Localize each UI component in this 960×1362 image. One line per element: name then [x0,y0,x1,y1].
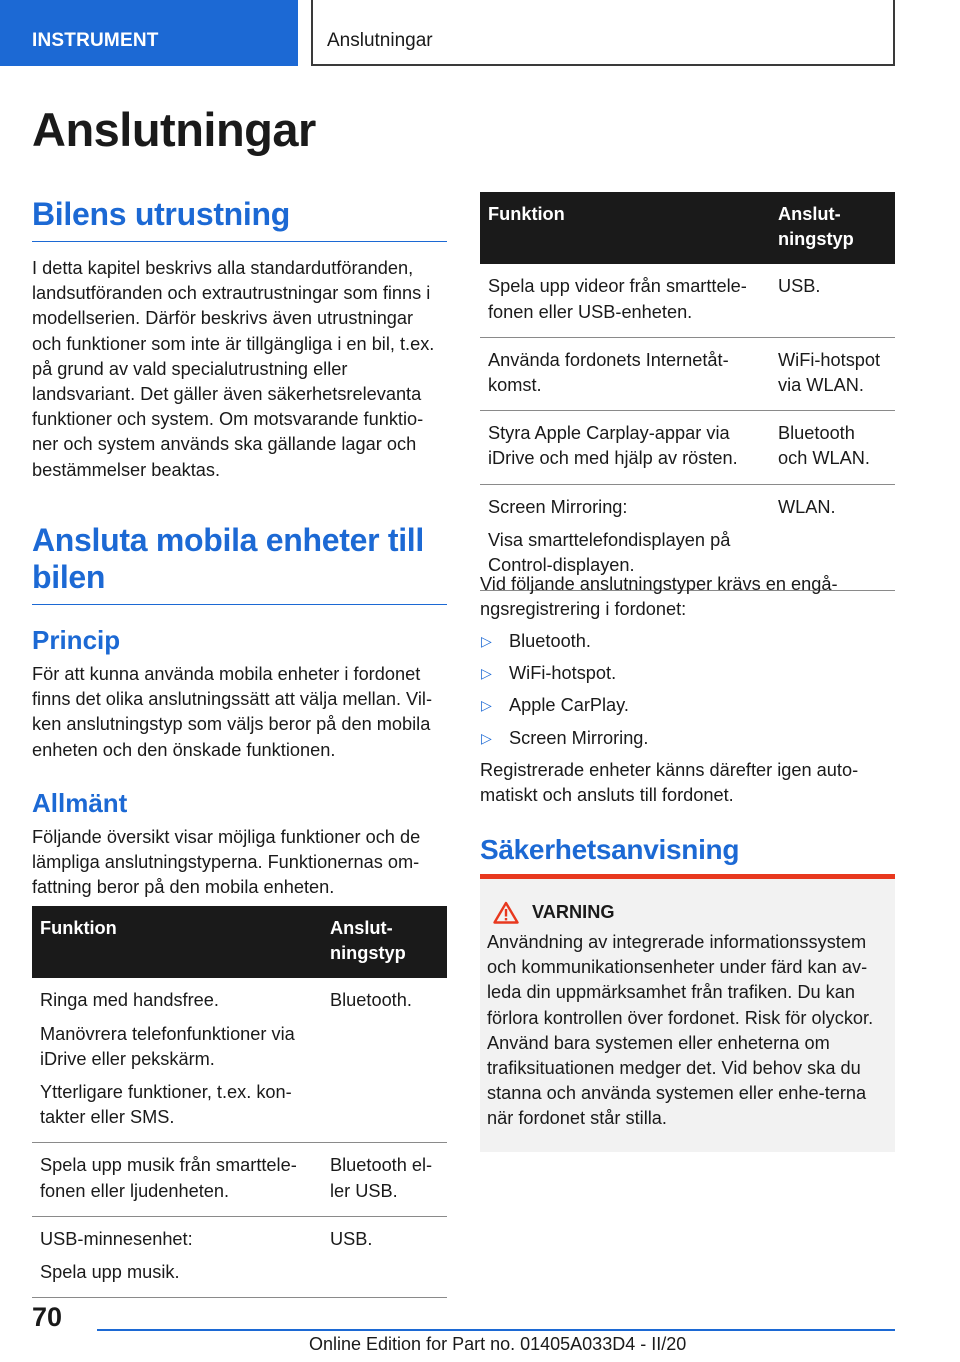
heading-principle: Princip [32,625,121,655]
list-item-text: Bluetooth. [509,631,591,651]
table-header-row [480,192,895,264]
function-text: Spela upp musik från smarttele-fonen eller ljudenheten. [40,1155,297,1201]
triangle-bullet-icon: ▷ [481,697,492,714]
page-header [0,0,960,66]
warning-triangle-icon [493,901,519,924]
warning-text: Användning av integrerade informationssystem och kommunikationsenheter under färd kan av-leda din uppmärksamhet från trafiken. Du kan förlora kontrollen över fordonet. Risk för olyckor. Använd bara systemen eller enheterna om trafiksituationen medger det. Vid behov ska du stanna och använda systemen eller enhe-terna när fordonet står stilla. [487,932,874,1129]
function-cell [32,1143,322,1216]
function-text: Använda fordonets Internetåt-komst. [488,349,729,396]
warning-title: VARNING [532,902,615,922]
connection-type-cell: USB. [770,264,895,337]
list-item [480,661,895,686]
heading-safety: Säkerhetsanvisning [480,834,740,865]
function-cell [32,1216,322,1297]
function-text: Ytterligare funktioner, t.ex. kon-takter eller SMS. [40,1082,292,1128]
paragraph-vehicle-equipment: I detta kapitel beskrivs alla standardutföranden, landsutföranden och extrautrustningar som finns i modellserien. Därför beskrivs även utrustningar och funktioner som inte är tillgängliga i en bil, t.ex. på grund av vald specialutrustning eller landsvariant. Det gäller även säkerhetsrelevanta funktioner och system. Om motsvarande funktio-ner och system används ska gällande lagar och bestämmelser beaktas. [32,258,435,480]
list-item-text: Screen Mirroring. [509,727,649,748]
paragraph-principle: För att kunna använda mobila enheter i fordonet finns det olika anslutningssätt att välja mellan. Vil-ken anslutningstyp som väljs beror på den mobila enheten och den önskade funktionen. [32,664,433,760]
function-text: Spela upp videor från smarttele-fonen eller USB-enheten. [488,276,747,322]
function-cell [480,411,770,484]
connection-type-list [480,629,895,758]
triangle-bullet-icon: ▷ [481,633,492,649]
function-cell [480,264,770,337]
column-header-connection-type: Anslut-ningstyp [770,192,895,264]
function-cell [480,337,770,410]
function-text: Visa smarttelefondisplayen på Control-displayen. [488,529,731,576]
section-tab[interactable]: INSTRUMENT [0,0,298,66]
connection-type-cell: Bluetooth el-ler USB. [322,1143,447,1216]
function-text: Screen Mirroring: [488,496,628,517]
triangle-bullet-icon: ▷ [481,665,492,682]
function-table-right [480,192,895,591]
paragraph-auto-connect: Registrerade enheter känns därefter igen auto-matiskt och ansluts till fordonet. [480,760,859,806]
function-cell [32,978,322,1143]
function-table-left [32,906,447,1298]
heading-connect-devices: Ansluta mobila enheter till bilen [32,522,447,605]
column-header-function: Funktion [32,906,322,978]
table-row [480,264,895,337]
function-text: Manövrera telefonfunktioner via iDrive eller pekskärm. [40,1023,295,1069]
connection-type-cell: Bluetooth. [322,978,447,1143]
page-title: Anslutningar [32,103,316,156]
triangle-bullet-icon: ▷ [481,729,492,746]
table-row [32,1143,447,1216]
connection-type-cell: WLAN. [770,484,895,591]
table-row [480,411,895,484]
list-item [480,726,895,751]
function-text: USB-minnesenhet: [40,1228,193,1249]
chapter-tab[interactable]: Anslutningar [311,0,895,66]
connection-type-cell: USB. [322,1216,447,1297]
table-row [480,337,895,410]
table-row [32,1216,447,1297]
function-text: Styra Apple Carplay-appar via iDrive och med hjälp av rösten. [488,423,738,469]
list-item [480,629,895,654]
table-row [32,978,447,1143]
heading-general: Allmänt [32,788,128,818]
table-header-row [32,906,447,978]
paragraph-registration: Vid följande anslutningstyper krävs en engå-ngsregistrering i fordonet: [480,574,838,620]
list-item-text: WiFi-hotspot. [509,663,617,684]
function-text: Spela upp musik. [40,1262,180,1283]
paragraph-general: Följande översikt visar möjliga funktioner och de lämpliga anslutningstyperna. Funktionernas om-fattning beror på den mobila enheten. [32,827,421,898]
heading-vehicle-equipment: Bilens utrustning [32,196,447,242]
warning-box [480,874,895,1152]
list-item [480,693,895,718]
footer-edition: Online Edition for Part no. 01405A033D4 - II/20 [309,1334,687,1354]
warning-header [487,901,887,924]
column-header-function: Funktion [480,192,770,264]
function-text: Ringa med handsfree. [40,990,219,1011]
connection-type-cell: WiFi-hotspot via WLAN. [770,337,895,410]
column-header-connection-type: Anslut-ningstyp [322,906,447,978]
list-item-text: Apple CarPlay. [509,695,629,716]
footer-divider [97,1329,895,1331]
connection-type-cell: Bluetooth och WLAN. [770,411,895,484]
page-number: 70 [32,1302,63,1332]
